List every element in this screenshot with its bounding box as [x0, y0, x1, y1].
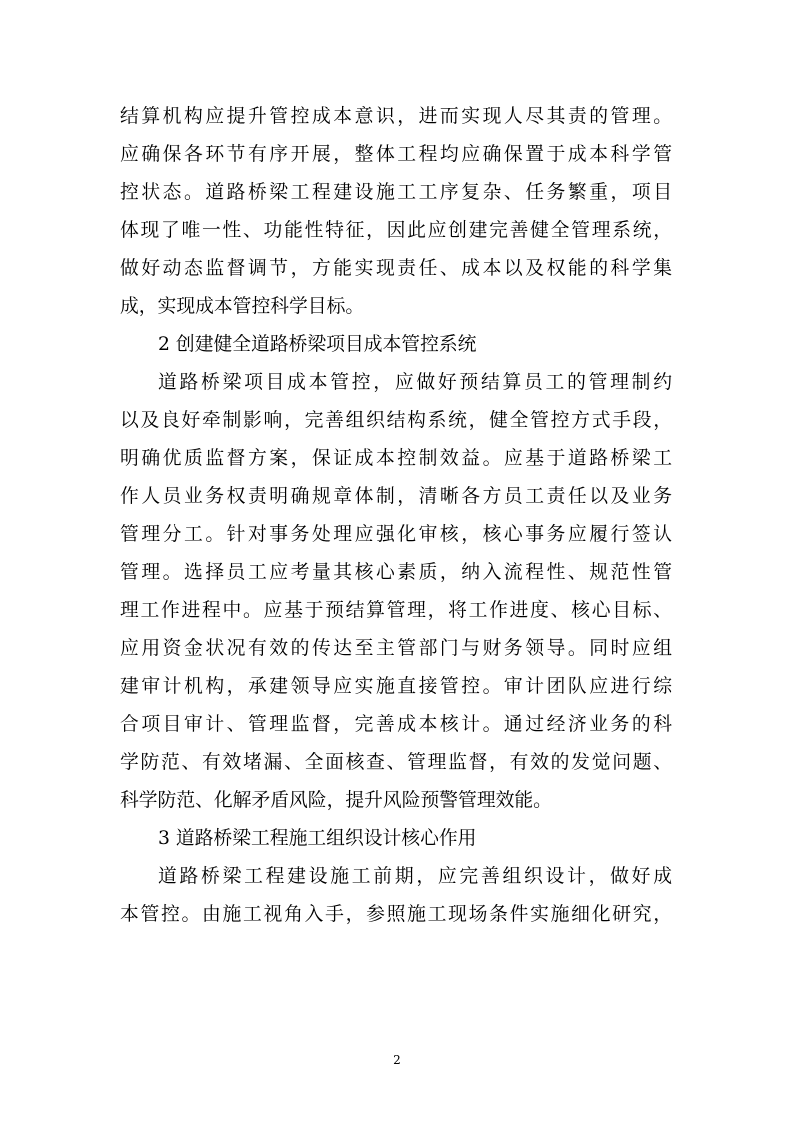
page-number: 2: [393, 1053, 401, 1067]
paragraph-line: 成，实现成本管控科学目标。: [120, 296, 365, 317]
section-heading: 3 道路桥梁工程施工组织设计核心作用: [158, 828, 477, 849]
paragraph-line: 本管控。由施工视角入手，参照施工现场条件实施细化研究，: [120, 904, 672, 925]
paragraph-line: 应用资金状况有效的传达至主管部门与财务领导。同时应组: [120, 638, 672, 659]
paragraph-line: 建审计机构，承建领导应实施直接管控。审计团队应进行综: [120, 676, 672, 697]
paragraph-line: 道路桥梁工程建设施工前期，应完善组织设计，做好成: [158, 866, 672, 887]
paragraph-line: 以及良好牵制影响，完善组织结构系统，健全管控方式手段，: [120, 410, 672, 431]
paragraph-line: 结算机构应提升管控成本意识，进而实现人尽其责的管理。: [120, 106, 672, 127]
paragraph-line: 管理分工。针对事务处理应强化审核，核心事务应履行签认: [120, 524, 672, 545]
paragraph-line: 明确优质监督方案，保证成本控制效益。应基于道路桥梁工: [120, 448, 672, 469]
paragraph-line: 理工作进程中。应基于预结算管理，将工作进度、核心目标、: [120, 600, 672, 621]
paragraph-line: 做好动态监督调节，方能实现责任、成本以及权能的科学集: [120, 258, 672, 279]
paragraph-line: 学防范、有效堵漏、全面核查、管理监督，有效的发觉问题、: [120, 752, 672, 773]
paragraph-line: 道路桥梁项目成本管控，应做好预结算员工的管理制约: [158, 372, 672, 393]
paragraph-line: 科学防范、化解矛盾风险，提升风险预警管理效能。: [120, 790, 552, 811]
section-heading: 2 创建健全道路桥梁项目成本管控系统: [158, 334, 477, 355]
paragraph-line: 管理。选择员工应考量其核心素质，纳入流程性、规范性管: [120, 562, 672, 583]
paragraph-line: 作人员业务权责明确规章体制，清晰各方员工责任以及业务: [120, 486, 672, 507]
paragraph-line: 合项目审计、管理监督，完善成本核计。通过经济业务的科: [120, 714, 672, 735]
paragraph-line: 体现了唯一性、功能性特征，因此应创建完善健全管理系统，: [120, 220, 672, 241]
paragraph-line: 控状态。道路桥梁工程建设施工工序复杂、任务繁重，项目: [120, 182, 672, 203]
paragraph-line: 应确保各环节有序开展，整体工程均应确保置于成本科学管: [120, 144, 672, 165]
